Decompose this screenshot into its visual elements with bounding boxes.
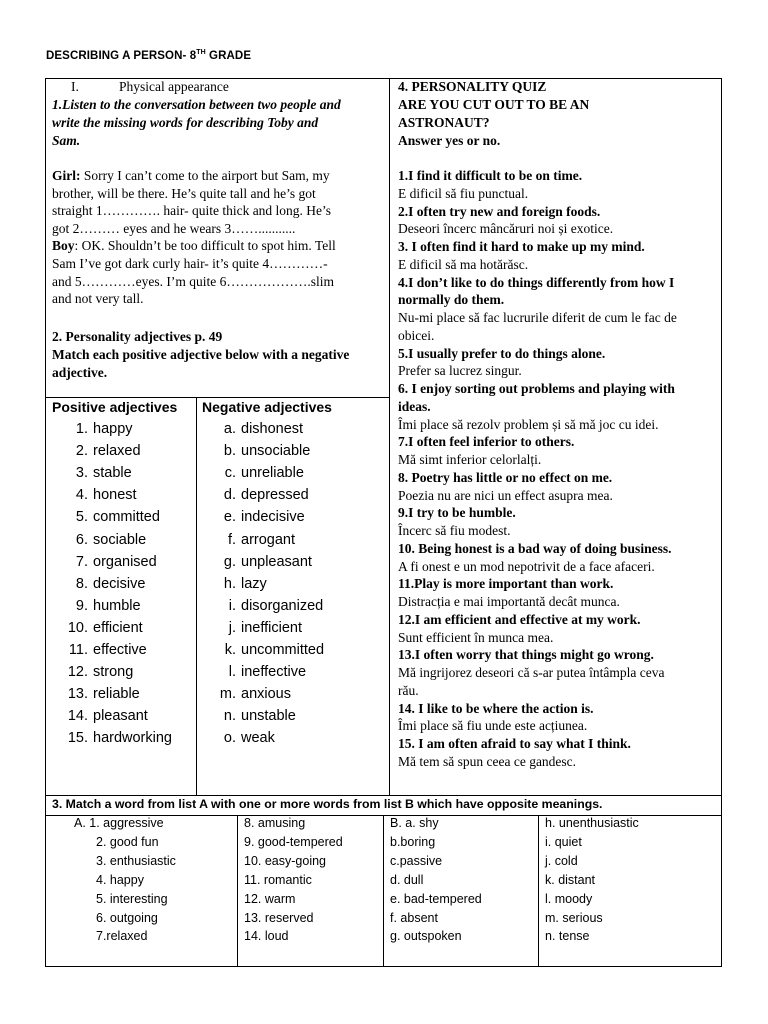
exercise-3-word: 8. amusing bbox=[244, 816, 306, 830]
item-number: c. bbox=[224, 465, 236, 482]
item-word: sociable bbox=[93, 531, 147, 548]
dialogue-line bbox=[52, 185, 316, 203]
quiz-question-english: 11.Play is more important than work. bbox=[398, 576, 614, 592]
quiz-question-romanian: Nu-mi place să fac lucrurile diferit de cum le fac de bbox=[398, 310, 677, 325]
exercise-3-word: k. distant bbox=[545, 872, 596, 887]
quiz-title: ARE YOU CUT OUT TO BE AN bbox=[398, 97, 590, 112]
quiz-question-romanian: Deseori încerc mâncăruri noi și exotice. bbox=[398, 221, 614, 237]
negative-adjective-item bbox=[210, 443, 310, 459]
item-word: unsociable bbox=[241, 443, 311, 460]
negative-adjective-item bbox=[210, 576, 267, 592]
item-word: depressed bbox=[241, 487, 309, 504]
positive-adjective-item bbox=[62, 554, 157, 570]
dialogue-line bbox=[52, 290, 143, 308]
item-number: b. bbox=[223, 443, 236, 460]
item-number: m. bbox=[219, 686, 236, 703]
exercise-3-word: n. tense bbox=[545, 929, 590, 944]
positive-adjective-item bbox=[62, 730, 172, 746]
title-sup: TH bbox=[196, 49, 206, 56]
positive-adjective-item bbox=[62, 708, 148, 724]
exercise-3-word: 10. easy-going bbox=[244, 853, 327, 868]
quiz-question-romanian: A fi onest e un mod nepotrivit de a face afaceri. bbox=[398, 558, 655, 574]
item-word: unpleasant bbox=[241, 553, 312, 570]
positive-adjective-item bbox=[62, 532, 146, 548]
quiz-question-english: normally do them. bbox=[398, 292, 505, 308]
worksheet-title bbox=[46, 49, 251, 62]
dialogue-text-span: brother, will be there. He’s quite tall and he’s got bbox=[52, 185, 316, 201]
item-word: disorganized bbox=[241, 597, 324, 614]
item-number: a. bbox=[223, 421, 236, 437]
item-number: 7. bbox=[75, 553, 88, 570]
positive-adjective-item bbox=[62, 487, 137, 503]
positive-adjectives-header: Positive adjectives bbox=[52, 399, 178, 415]
item-word: decisive bbox=[93, 575, 146, 592]
negative-adjective-item bbox=[210, 598, 323, 614]
item-number: j. bbox=[228, 619, 236, 636]
quiz-question-romanian: obicei. bbox=[398, 327, 435, 343]
quiz-question-english: 5.I usually prefer to do things alone. bbox=[398, 345, 606, 361]
item-number: 10. bbox=[67, 619, 88, 636]
section-1-roman-numeral: I. bbox=[71, 79, 79, 94]
item-word: inefficient bbox=[241, 619, 302, 636]
item-word: reliable bbox=[93, 686, 140, 703]
negative-adjective-item bbox=[210, 664, 306, 680]
item-word: honest bbox=[93, 487, 137, 504]
negative-adjective-item bbox=[210, 509, 305, 525]
dialogue-text-span: and not very tall. bbox=[52, 291, 144, 307]
section-2-instruction: adjective. bbox=[52, 365, 108, 380]
quiz-question-english: 10. Being honest is a bad way of doing business. bbox=[398, 540, 672, 556]
item-number: i. bbox=[228, 597, 236, 614]
quiz-question-english: 13.I often worry that things might go wrong. bbox=[398, 647, 654, 663]
positive-adjective-item bbox=[62, 598, 141, 614]
section-1-instruction-line: write the missing words for describing Toby and bbox=[52, 115, 319, 130]
item-number: n. bbox=[223, 708, 236, 725]
positive-adjective-item bbox=[62, 421, 133, 437]
quiz-question-english: ideas. bbox=[398, 398, 431, 414]
exercise-3-word: 5. interesting bbox=[96, 891, 168, 906]
item-word: dishonest bbox=[241, 421, 304, 437]
negative-adjective-item bbox=[210, 620, 302, 636]
quiz-question-romanian: Încerc să fiu modest. bbox=[398, 523, 511, 538]
title-main: DESCRIBING A PERSON- 8 bbox=[46, 49, 197, 62]
negative-adjective-item bbox=[210, 686, 291, 702]
quiz-question-english: 15. I am often afraid to say what I think. bbox=[398, 736, 631, 751]
dialogue-line bbox=[52, 237, 336, 255]
positive-adjective-item bbox=[62, 664, 133, 680]
negative-adjective-item bbox=[210, 730, 275, 746]
item-number: 8. bbox=[75, 575, 88, 592]
item-word: lazy bbox=[241, 575, 267, 592]
item-number: 11. bbox=[68, 642, 88, 658]
dialogue-line bbox=[52, 273, 334, 291]
negative-adjective-item bbox=[210, 532, 295, 548]
item-number: 6. bbox=[75, 531, 88, 548]
positive-adjective-item bbox=[62, 576, 145, 592]
quiz-question-romanian: Prefer sa lucrez singur. bbox=[398, 363, 522, 379]
quiz-question-english: 8. Poetry has little or no effect on me. bbox=[398, 469, 613, 485]
positive-adjective-item bbox=[62, 642, 147, 658]
quiz-question-romanian: Mă tem să spun ceea ce gandesc. bbox=[398, 753, 577, 769]
negative-adjective-item bbox=[210, 642, 324, 658]
dialogue-line bbox=[52, 255, 328, 273]
exercise-3-word: h. unenthusiastic bbox=[545, 816, 639, 830]
item-number: 13. bbox=[67, 686, 88, 703]
item-number: o. bbox=[223, 730, 236, 747]
title-tail: GRADE bbox=[205, 49, 252, 62]
adjectives-column-divider bbox=[196, 397, 197, 796]
exercise-3-word: 14. loud bbox=[244, 929, 289, 944]
quiz-question-romanian: Îmi place să rezolv problem și să mă joc cu idei. bbox=[398, 416, 659, 432]
speaker-label: Girl: bbox=[52, 168, 81, 183]
item-number: 9. bbox=[75, 597, 88, 614]
exercise-3-word: 13. reserved bbox=[244, 910, 314, 925]
exercise-3-word: g. outspoken bbox=[390, 929, 462, 944]
item-word: efficient bbox=[93, 619, 143, 636]
quiz-question-english: 12.I am efficient and effective at my work. bbox=[398, 611, 641, 627]
negative-adjective-item bbox=[210, 421, 303, 437]
item-number: 1. bbox=[75, 421, 88, 437]
quiz-instruction: Answer yes or no. bbox=[398, 133, 501, 148]
quiz-question-english: 1.I find it difficult to be on time. bbox=[398, 168, 583, 183]
item-word: effective bbox=[93, 642, 147, 658]
item-number: 3. bbox=[75, 465, 88, 482]
exercise-3-word: 9. good-tempered bbox=[244, 834, 343, 849]
item-word: uncommitted bbox=[241, 642, 325, 658]
section-1-instruction-line: 1.Listen to the conversation between two people and bbox=[52, 97, 341, 112]
dialogue-line bbox=[52, 167, 330, 185]
quiz-question-english: 2.I often try new and foreign foods. bbox=[398, 203, 601, 219]
section-2-instruction: Match each positive adjective below with a negative bbox=[52, 347, 350, 362]
quiz-question-romanian: E dificil să ma hotărăsc. bbox=[398, 256, 529, 272]
quiz-question-romanian: rău. bbox=[398, 682, 419, 698]
quiz-question-english: 9.I try to be humble. bbox=[398, 505, 516, 521]
item-number: 15. bbox=[67, 730, 88, 747]
dialogue-text-span: Sam I’ve got dark curly hair- it’s quite 4…………- bbox=[52, 256, 328, 271]
dialogue-text-span: Sorry I can’t come to the airport but Sam, my bbox=[80, 168, 330, 183]
quiz-question-english: 6. I enjoy sorting out problems and playing with bbox=[398, 381, 675, 396]
positive-adjective-item bbox=[62, 686, 140, 702]
exercise-3-word: j. cold bbox=[545, 853, 578, 868]
exercise-3-word: b.boring bbox=[390, 834, 436, 849]
quiz-question-english: 14. I like to be where the action is. bbox=[398, 700, 594, 716]
item-number: l. bbox=[228, 664, 236, 681]
item-number: 5. bbox=[75, 509, 88, 526]
exercise-3-word: 3. enthusiastic bbox=[96, 853, 176, 868]
exercise-3-word: A. 1. aggressive bbox=[74, 816, 164, 830]
exercise-3-heading: 3. Match a word from list A with one or more words from list B which have opposite meanings. bbox=[52, 797, 603, 811]
item-word: committed bbox=[93, 509, 160, 526]
exercise-3-word: 12. warm bbox=[244, 891, 296, 906]
item-number: 2. bbox=[75, 443, 88, 460]
negative-adjectives-header: Negative adjectives bbox=[202, 399, 332, 415]
exercise-3-word: m. serious bbox=[545, 910, 603, 925]
exercise-3-word: 6. outgoing bbox=[96, 910, 158, 925]
exercise-3-word: 11. romantic bbox=[244, 872, 312, 887]
item-word: happy bbox=[93, 421, 133, 437]
quiz-question-romanian: Îmi place să fiu unde este acțiunea. bbox=[398, 718, 588, 734]
quiz-question-romanian: Mă ingrijorez deseori că s-ar putea întâmpla ceva bbox=[398, 665, 665, 680]
item-number: d. bbox=[223, 487, 236, 504]
quiz-question-romanian: Distracția e mai importantă decât munca. bbox=[398, 594, 620, 609]
item-number: 4. bbox=[75, 487, 88, 504]
item-number: 12. bbox=[67, 664, 88, 681]
item-word: stable bbox=[93, 465, 132, 482]
item-word: strong bbox=[93, 664, 134, 681]
item-number: 14. bbox=[67, 708, 88, 725]
quiz-question-romanian: Mă simt inferior celorlalți. bbox=[398, 452, 542, 467]
exercise-3-word: f. absent bbox=[390, 910, 438, 925]
quiz-title: ASTRONAUT? bbox=[398, 115, 490, 130]
positive-adjective-item bbox=[62, 509, 160, 525]
item-number: g. bbox=[223, 553, 236, 570]
quiz-question-english: 7.I often feel inferior to others. bbox=[398, 434, 575, 450]
quiz-question-romanian: E dificil să fiu punctual. bbox=[398, 185, 529, 201]
exercise-3-word: d. dull bbox=[390, 872, 424, 887]
speaker-label: Boy bbox=[52, 238, 75, 254]
dialogue-text-span: : OK. Shouldn’t be too difficult to spot him. Tell bbox=[74, 238, 336, 254]
section-2-heading: 2. Personality adjectives p. 49 bbox=[52, 329, 223, 344]
quiz-question-romanian: Sunt efficient în munca mea. bbox=[398, 629, 554, 645]
negative-adjective-item bbox=[210, 554, 312, 570]
exercise-3-word: 2. good fun bbox=[96, 834, 159, 849]
quiz-question-romanian: Poezia nu are nici un effect asupra mea. bbox=[398, 487, 613, 503]
item-number: f. bbox=[227, 531, 236, 548]
exercise-3-word: i. quiet bbox=[545, 834, 582, 849]
item-word: arrogant bbox=[241, 531, 296, 548]
item-word: pleasant bbox=[93, 708, 148, 725]
exercise-3-divider bbox=[237, 815, 238, 967]
item-word: weak bbox=[241, 730, 275, 747]
item-word: hardworking bbox=[93, 730, 172, 747]
negative-adjective-item bbox=[210, 465, 304, 481]
item-number: h. bbox=[223, 575, 236, 592]
dialogue-text-span: got 2……… eyes and he wears 3……........... bbox=[52, 220, 296, 236]
item-word: unreliable bbox=[241, 465, 304, 482]
exercise-3-word: 7.relaxed bbox=[96, 929, 148, 944]
exercise-3-divider bbox=[383, 815, 384, 967]
exercise-3-word: e. bad-tempered bbox=[390, 891, 482, 906]
item-word: organised bbox=[93, 553, 157, 570]
positive-adjective-item bbox=[62, 620, 143, 636]
exercise-3-word: B. a. shy bbox=[390, 816, 439, 830]
positive-adjective-item bbox=[62, 443, 141, 459]
quiz-heading: 4. PERSONALITY QUIZ bbox=[398, 79, 547, 94]
item-number: k. bbox=[224, 642, 236, 658]
negative-adjective-item bbox=[210, 487, 309, 503]
exercise-3-divider bbox=[538, 815, 539, 967]
item-word: ineffective bbox=[241, 664, 307, 681]
quiz-question-english: 4.I don’t like to do things differently from how I bbox=[398, 274, 675, 290]
exercise-3-word: 4. happy bbox=[96, 872, 144, 887]
dialogue-text-span: straight 1…………. hair- quite thick and long. He’s bbox=[52, 203, 332, 219]
item-word: relaxed bbox=[93, 443, 141, 460]
dialogue-line bbox=[52, 202, 331, 220]
exercise-3-word: l. moody bbox=[545, 891, 593, 906]
positive-adjective-item bbox=[62, 465, 132, 481]
dialogue-text-span: and 5…………eyes. I’m quite 6……………….slim bbox=[52, 273, 334, 289]
section-1-instruction-line: Sam. bbox=[52, 133, 81, 148]
item-number: e. bbox=[223, 509, 236, 526]
quiz-question-english: 3. I often find it hard to make up my mind. bbox=[398, 239, 645, 254]
item-word: indecisive bbox=[241, 509, 305, 526]
item-word: anxious bbox=[241, 686, 291, 703]
section-1-heading: Physical appearance bbox=[119, 79, 229, 94]
negative-adjective-item bbox=[210, 708, 296, 724]
item-word: humble bbox=[93, 597, 141, 614]
item-word: unstable bbox=[241, 708, 296, 725]
exercise-3-word: c.passive bbox=[390, 853, 443, 868]
dialogue-line bbox=[52, 220, 295, 238]
